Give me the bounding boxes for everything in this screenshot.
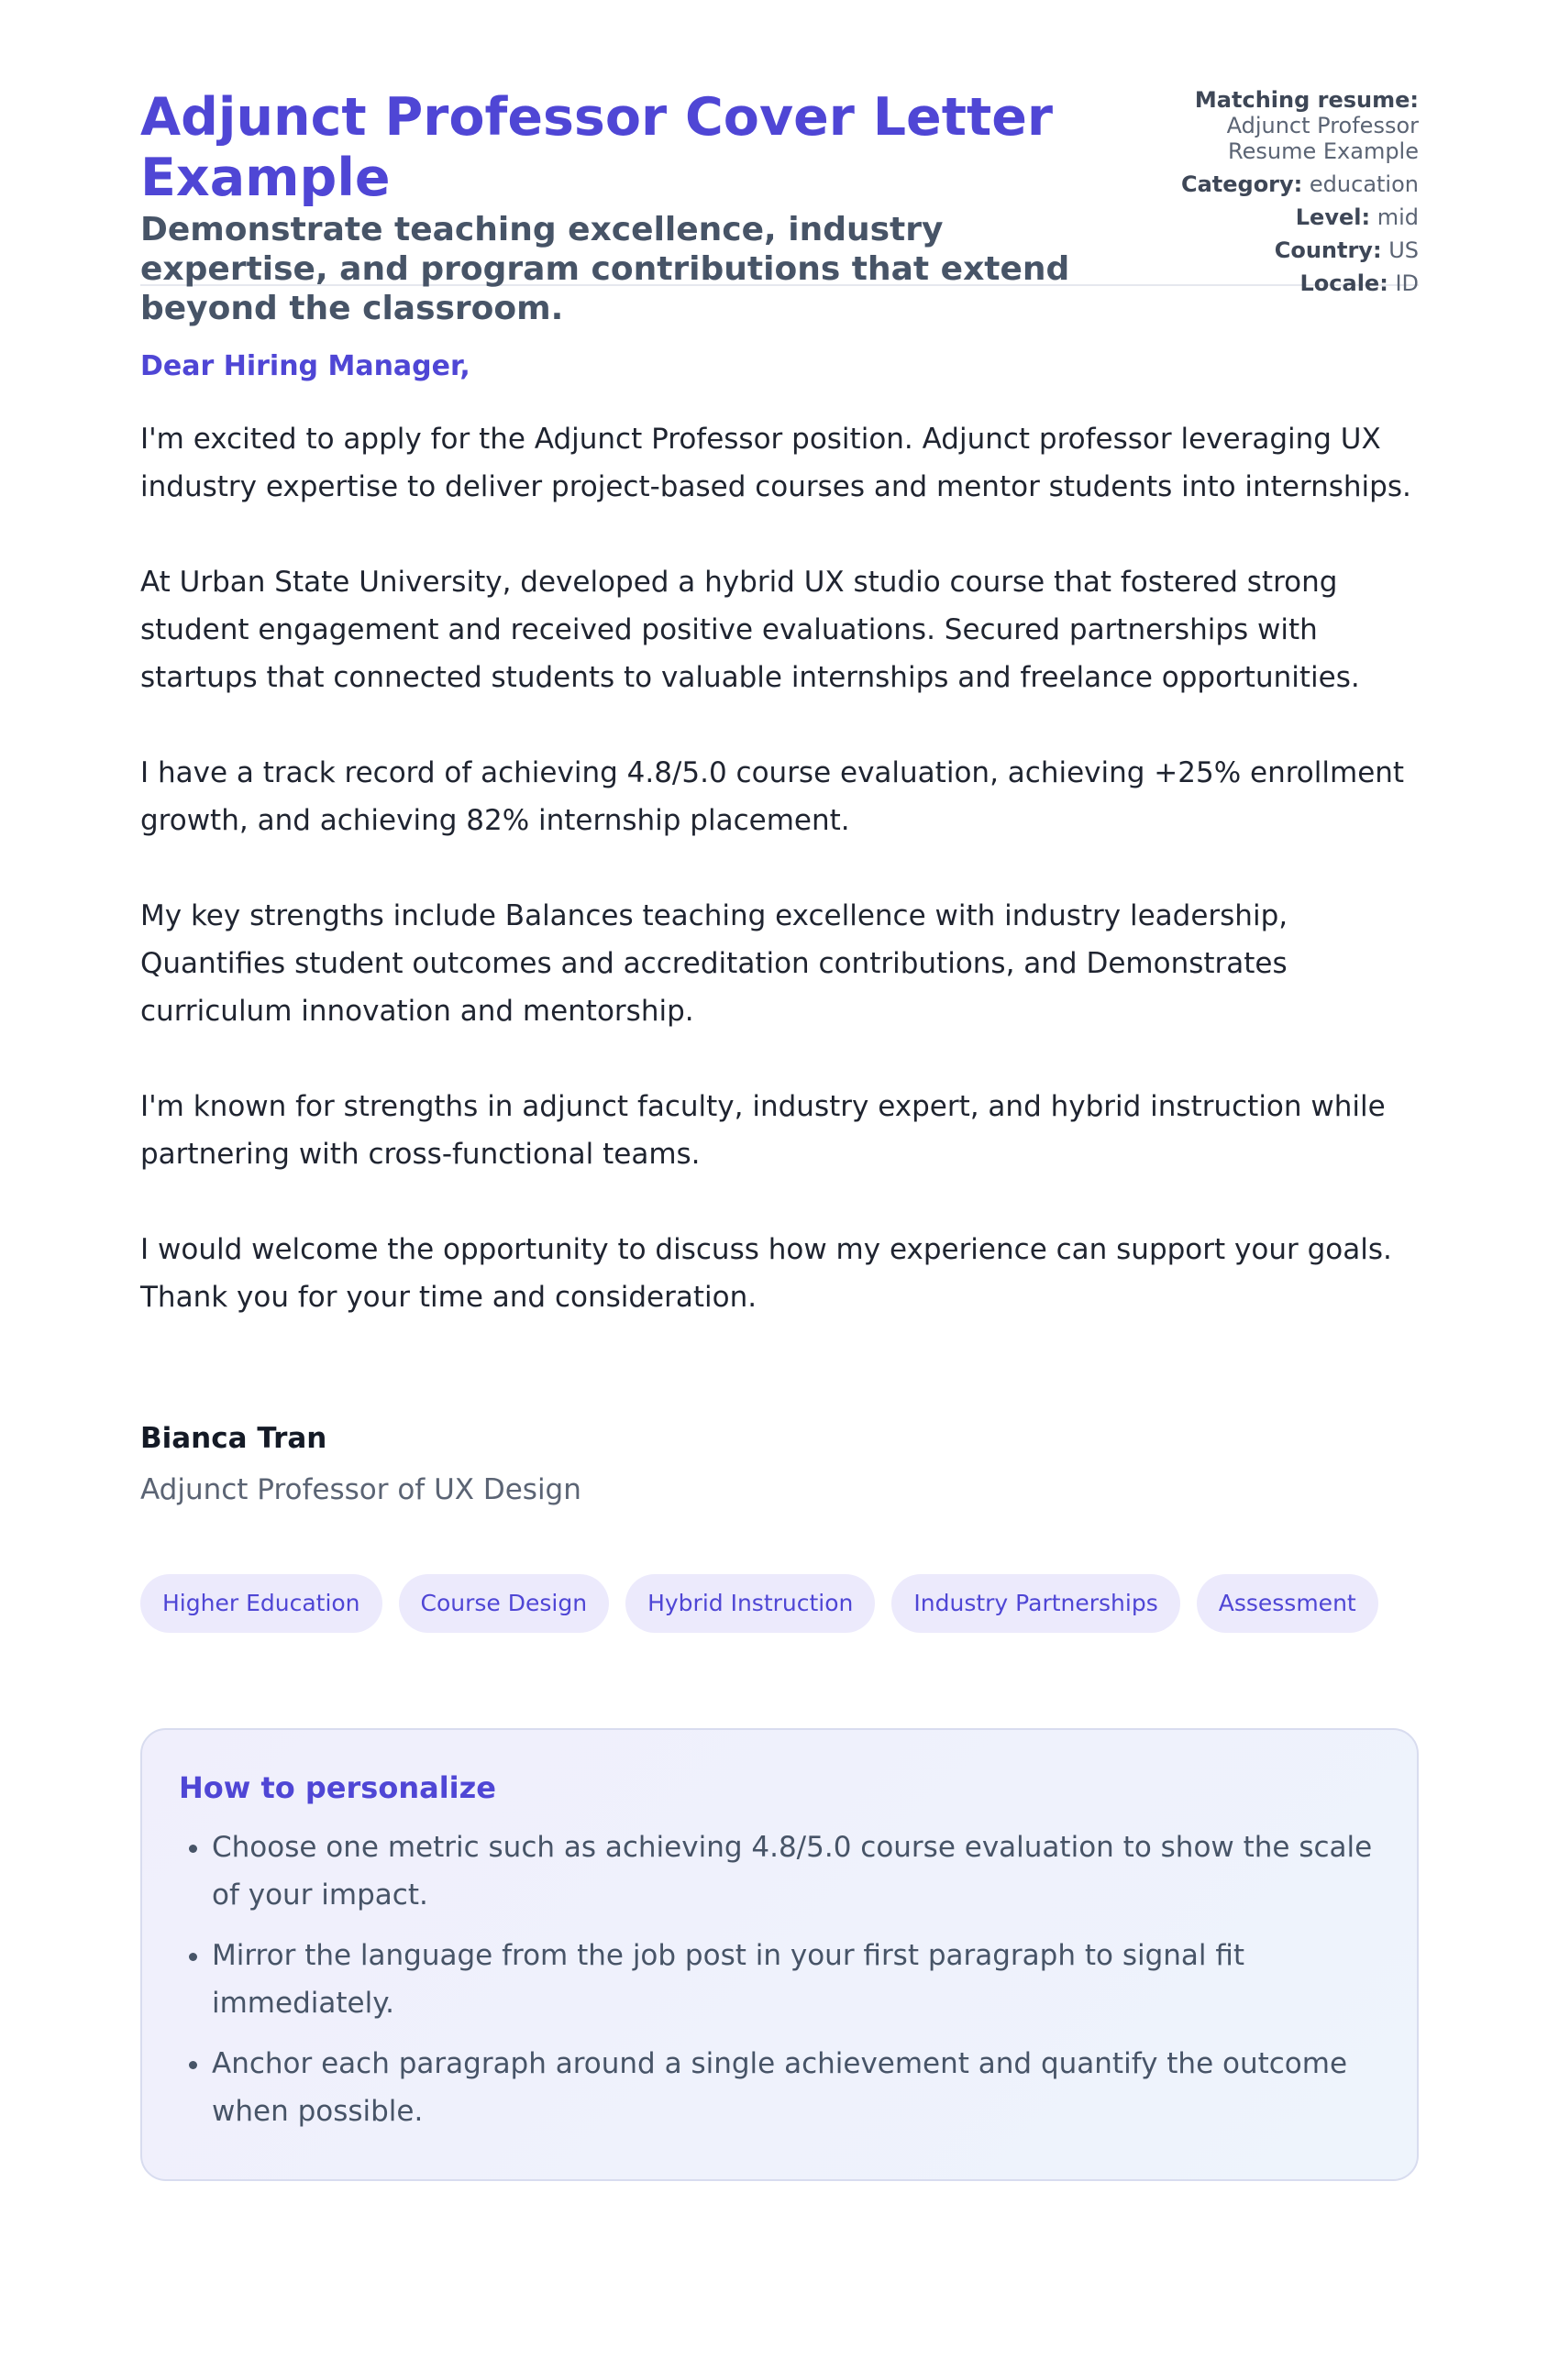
meta-panel (1153, 87, 1419, 303)
meta-matching-resume (1153, 87, 1419, 164)
letter-paragraph-experience: At Urban State University, developed a hybrid UX studio course that fostered strong student engagement and received positive evaluations. Secured partnerships with startups that connected students to valuable internships and freelance opportunities. (140, 566, 1360, 694)
page-title: Adjunct Professor Cover Letter Example (140, 87, 1053, 208)
title-block (140, 87, 1112, 328)
tag-chip[interactable]: Assessment (1197, 1574, 1378, 1633)
meta-locale-label: Locale: (1299, 270, 1388, 296)
meta-country-label: Country: (1274, 237, 1382, 263)
meta-country (1153, 237, 1419, 263)
tag-chip[interactable]: Higher Education (140, 1574, 382, 1633)
page-subtitle: Demonstrate teaching excellence, industry expertise, and program contributions that extend beyond the classroom. (140, 211, 1070, 327)
meta-level-label: Level: (1295, 204, 1371, 230)
personalize-tips-box (140, 1728, 1419, 2181)
meta-country-value: US (1388, 237, 1419, 263)
meta-locale-value: ID (1395, 270, 1419, 296)
signature-name: Bianca Tran (140, 1422, 327, 1455)
letter-paragraph-metrics: I have a track record of achieving 4.8/5.0 course evaluation, achieving +25% enrollment growth, and achieving 82% internship placement. (140, 756, 1405, 837)
tag-chip[interactable]: Course Design (399, 1574, 610, 1633)
meta-level (1153, 204, 1419, 230)
tips-list (179, 1824, 1380, 2135)
letter-paragraph-closing: I would welcome the opportunity to discuss how my experience can support your goals. Thank you for your time and consideration. (140, 1233, 1392, 1314)
letter-paragraph-strengths: My key strengths include Balances teaching excellence with industry leadership, Quantifies student outcomes and accreditation contributions, and Demonstrates curriculum innovation and mentorship. (140, 899, 1288, 1028)
letter-paragraph-intro: I'm excited to apply for the Adjunct Professor position. Adjunct professor leveraging UX industry expertise to deliver project-based courses and mentor students into internships. (140, 423, 1411, 503)
tips-list-item: • Anchor each paragraph around a single achievement and quantify the outcome when possible. (212, 2040, 1380, 2135)
tag-list (140, 1574, 1419, 1633)
tag-chip[interactable]: Industry Partnerships (891, 1574, 1179, 1633)
meta-category (1153, 171, 1419, 197)
letter-greeting: Dear Hiring Manager, (140, 350, 470, 382)
meta-category-value: education (1309, 171, 1419, 197)
meta-level-value: mid (1377, 204, 1419, 230)
tips-heading: How to personalize (179, 1770, 496, 1805)
letter-paragraph-collaboration: I'm known for strengths in adjunct faculty, industry expert, and hybrid instruction while partnering with cross-functional teams. (140, 1090, 1386, 1171)
tips-list-item: • Mirror the language from the job post in your first paragraph to signal fit immediately. (212, 1932, 1380, 2027)
meta-locale (1153, 270, 1419, 296)
meta-category-label: Category: (1180, 171, 1303, 197)
page-header (140, 0, 1419, 327)
tips-list-item: • Choose one metric such as achieving 4.8/5.0 course evaluation to show the scale of your impact. (212, 1824, 1380, 1919)
letter-body (140, 350, 1419, 1506)
signature-title: Adjunct Professor of UX Design (140, 1473, 581, 1506)
meta-matching-resume-label: Matching resume: (1194, 87, 1419, 113)
tag-chip[interactable]: Hybrid Instruction (625, 1574, 875, 1633)
meta-matching-resume-value[interactable]: Adjunct Professor Resume Example (1226, 113, 1419, 164)
